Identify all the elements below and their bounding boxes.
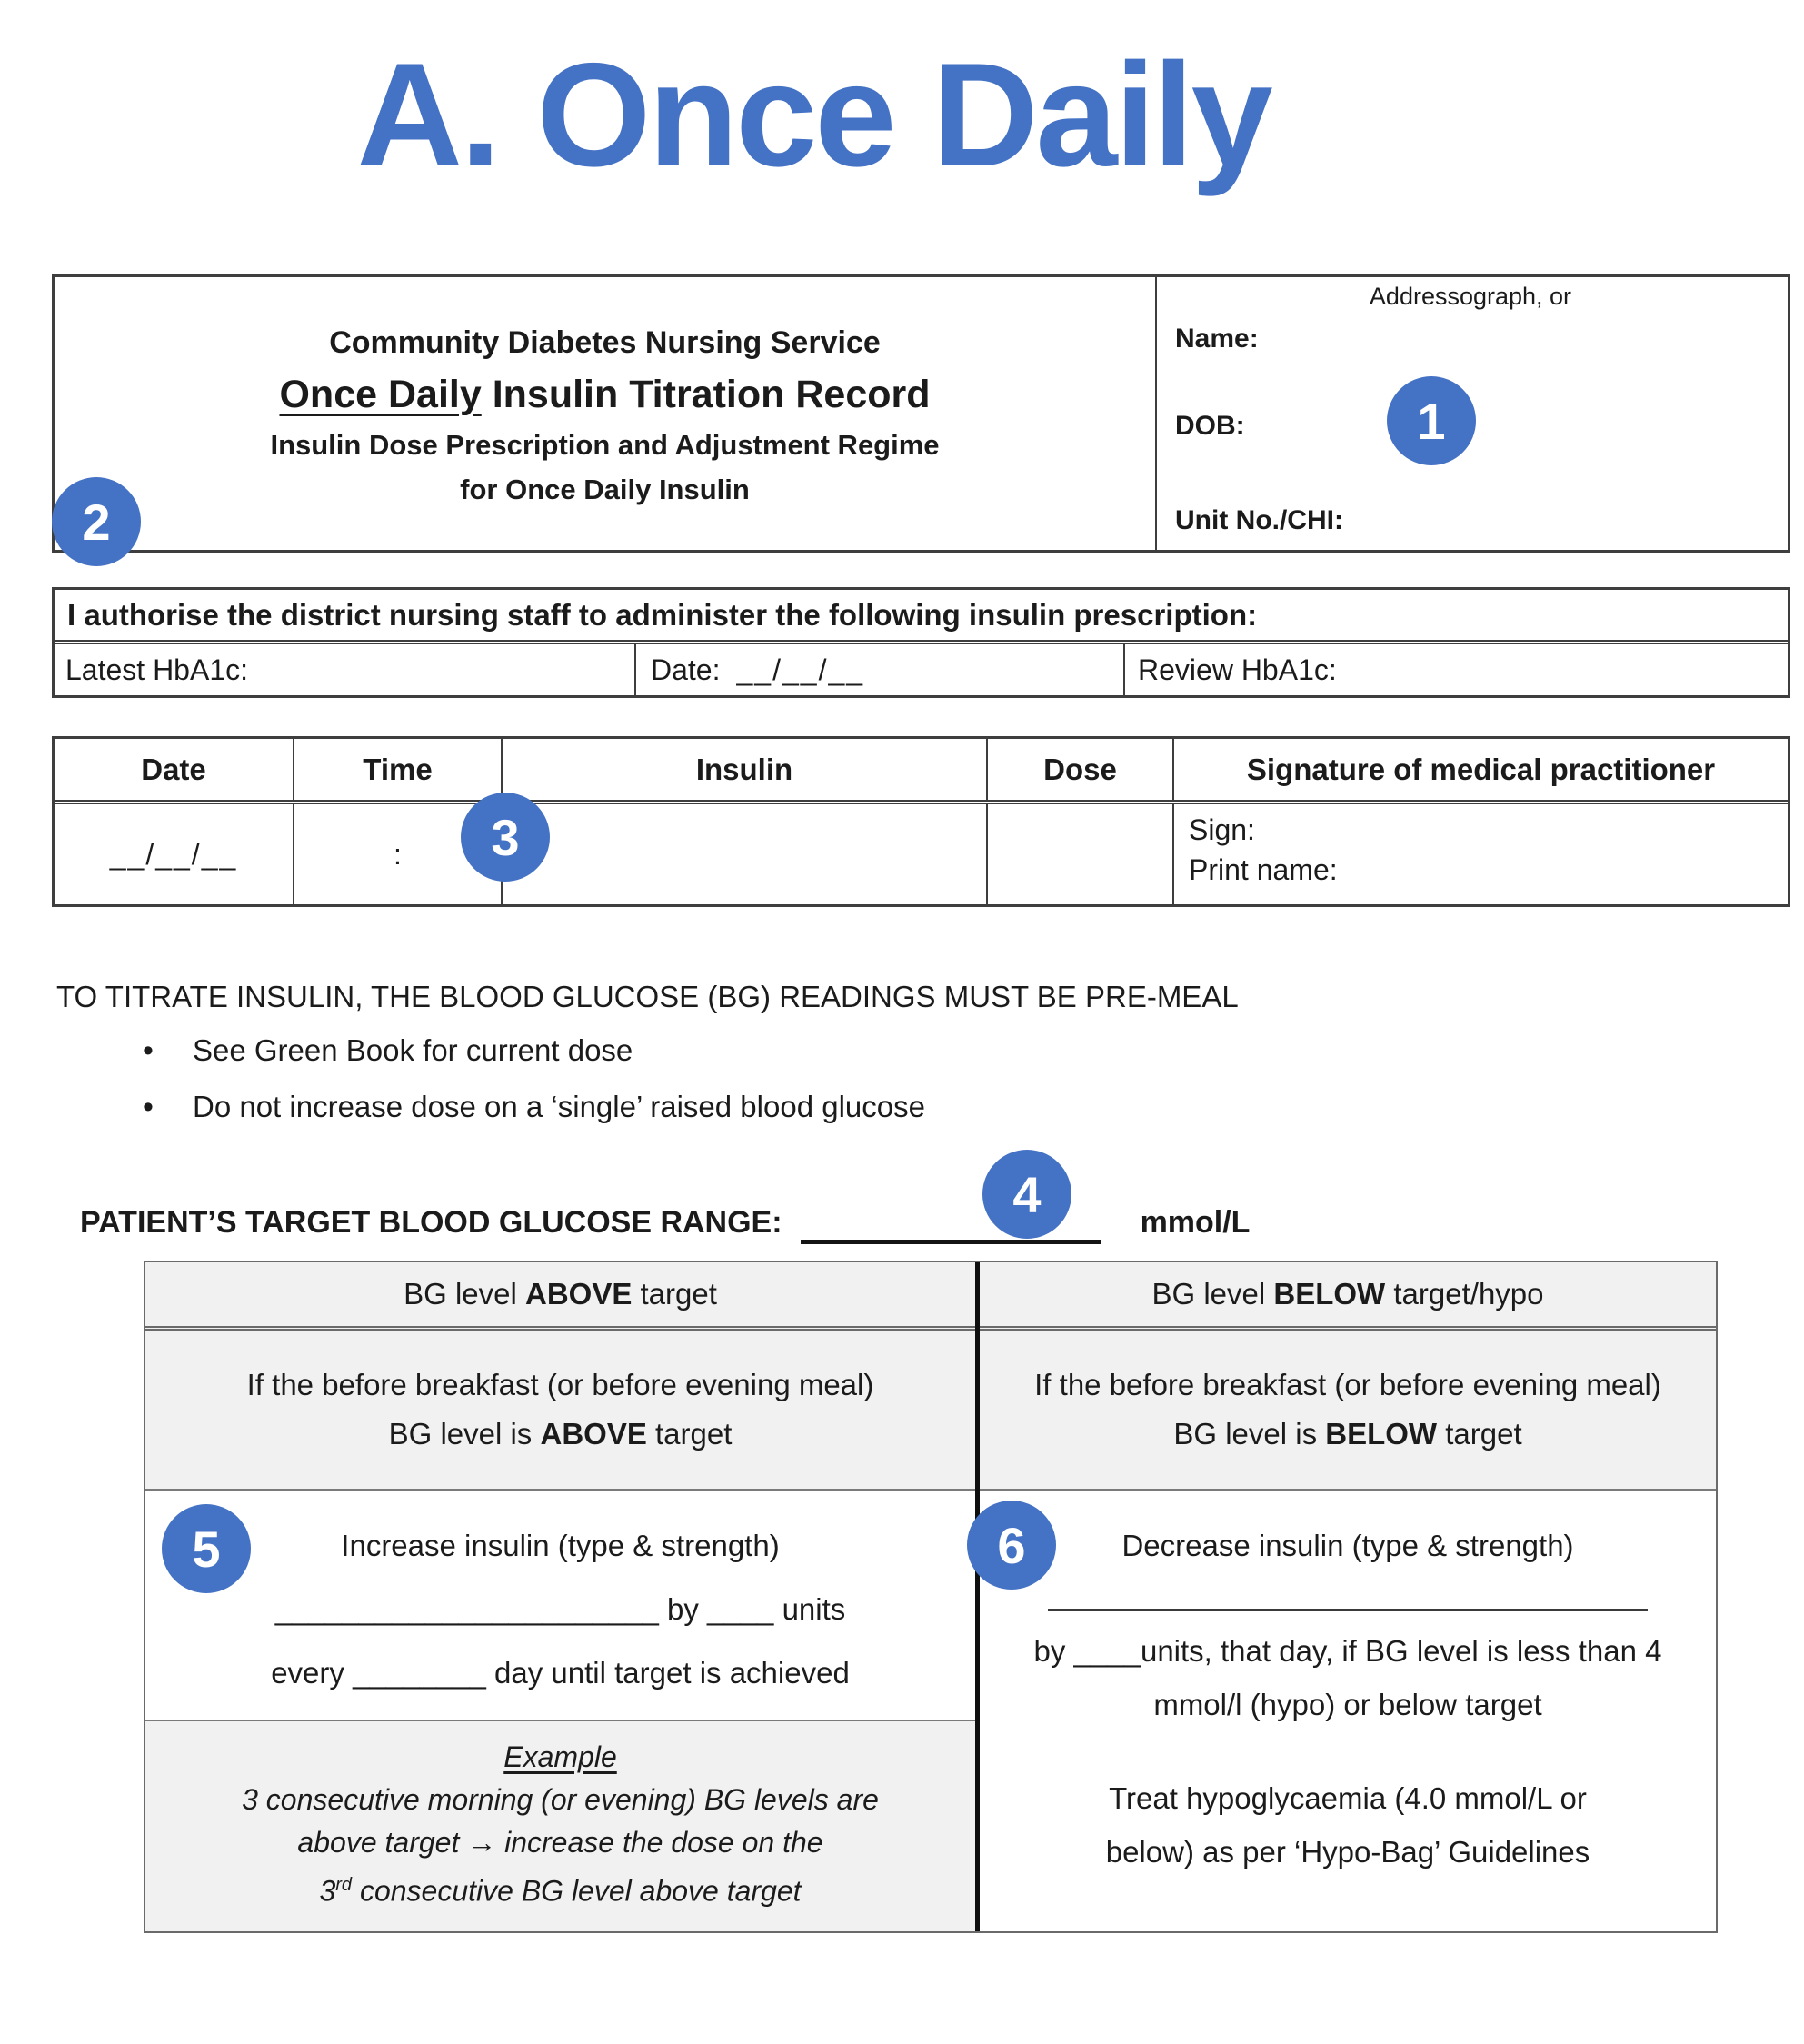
target-range-unit: mmol/L <box>1140 1205 1251 1240</box>
titration-note: TO TITRATE INSULIN, THE BLOOD GLUCOSE (BG) READINGS MUST BE PRE-MEAL <box>56 980 1239 1013</box>
bg-below-condition <box>980 1331 1716 1491</box>
header-service-cell <box>55 277 1157 550</box>
step-badge-6: 6 <box>967 1501 1056 1590</box>
unit-chi-field-label: Unit No./CHI: <box>1175 505 1343 535</box>
column-header-date: Date <box>55 739 294 800</box>
above-header-bold: ABOVE <box>524 1277 633 1311</box>
print-name-label: Print name: <box>1189 853 1338 886</box>
example-line-2: above target → increase the dose on the <box>297 1826 823 1859</box>
step-badge-3: 3 <box>461 793 550 882</box>
step-badge-1: 1 <box>1387 376 1476 465</box>
prescription-table <box>52 736 1790 907</box>
above-condition-bold: ABOVE <box>540 1417 647 1451</box>
date-label: Date: <box>651 653 721 686</box>
example-cell <box>145 1721 975 1931</box>
increase-line-2: _______________________ by ____ units <box>274 1592 846 1626</box>
decrease-action-cell <box>980 1491 1716 1931</box>
bullet-green-book: • See Green Book for current dose <box>52 1032 925 1069</box>
document-title-underlined: Once Daily <box>279 372 482 416</box>
decrease-line-2: by ____units, that day, if BG level is less than 4 mmol/l (hypo) or below target <box>1033 1634 1662 1721</box>
date-blank: __/__/__ <box>736 653 865 686</box>
above-condition-post: target <box>646 1417 733 1451</box>
note-bullet-list <box>52 1032 925 1145</box>
titration-decision-table <box>144 1261 1718 1933</box>
subtitle-line-2: for Once Daily Insulin <box>460 473 750 505</box>
increase-line-3: every ________ day until target is achieved <box>271 1656 850 1690</box>
decrease-line-1: Decrease insulin (type & strength) <box>1121 1529 1574 1562</box>
subtitle-line-1: Insulin Dose Prescription and Adjustment Regime <box>270 428 940 461</box>
treat-hypoglycaemia-note: Treat hypoglycaemia (4.0 mmol/L or below) as per ‘Hypo-Bag’ Guidelines <box>1105 1781 1590 1869</box>
header-table <box>52 274 1790 553</box>
example-title: Example <box>503 1740 617 1773</box>
above-header-post: target <box>632 1277 717 1311</box>
decrease-blank-rule <box>1048 1609 1648 1611</box>
prescription-entry-row <box>55 804 1788 904</box>
name-field-label: Name: <box>1175 324 1259 354</box>
authorisation-date-cell <box>636 644 1125 695</box>
bg-above-header <box>145 1262 975 1331</box>
page-title: A. Once Daily <box>356 33 1271 197</box>
below-condition-post: target <box>1437 1417 1522 1451</box>
dose-cell <box>988 804 1174 904</box>
step-badge-4: 4 <box>982 1150 1071 1239</box>
below-condition-bold: BELOW <box>1325 1417 1438 1451</box>
prescription-header-row <box>55 739 1788 804</box>
column-header-time: Time <box>294 739 503 800</box>
bg-above-condition <box>145 1331 975 1491</box>
bg-below-header <box>980 1262 1716 1331</box>
document-title-rest: Insulin Titration Record <box>481 372 931 416</box>
below-header-bold: BELOW <box>1273 1277 1386 1311</box>
latest-hba1c-label: Latest HbA1c: <box>55 644 636 695</box>
authorisation-heading: I authorise the district nursing staff to administer the following insulin prescription: <box>55 590 1788 644</box>
sign-label: Sign: <box>1189 813 1255 846</box>
step-badge-5: 5 <box>162 1504 251 1593</box>
below-header-pre: BG level <box>1151 1277 1274 1311</box>
dob-field-label: DOB: <box>1175 411 1245 441</box>
bg-above-column <box>145 1262 980 1931</box>
below-condition-pre: If the before breakfast (or before evening meal) BG level is <box>1034 1368 1661 1451</box>
service-name: Community Diabetes Nursing Service <box>329 324 881 360</box>
example-line-3: 3rd consecutive BG level above target <box>319 1874 802 1908</box>
authorisation-row <box>55 644 1788 695</box>
example-line-1: 3 consecutive morning (or evening) BG levels are <box>242 1783 879 1816</box>
above-header-pre: BG level <box>404 1277 525 1311</box>
bullet-single-raised: • Do not increase dose on a ‘single’ raised blood glucose <box>52 1089 925 1125</box>
signature-cell <box>1174 804 1788 904</box>
increase-line-1: Increase insulin (type & strength) <box>341 1529 780 1562</box>
target-range-line <box>80 1205 1250 1244</box>
review-hba1c-label: Review HbA1c: <box>1138 653 1337 686</box>
column-header-insulin: Insulin <box>503 739 988 800</box>
insulin-cell <box>503 804 988 904</box>
increase-action-cell <box>145 1491 975 1721</box>
below-header-post: target/hypo <box>1385 1277 1544 1311</box>
target-range-label: PATIENT’S TARGET BLOOD GLUCOSE RANGE: <box>80 1205 782 1240</box>
document-title <box>279 373 930 417</box>
bg-below-column <box>980 1262 1716 1931</box>
above-condition-pre: If the before breakfast (or before evening meal) BG level is <box>246 1368 874 1451</box>
authorisation-table <box>52 587 1790 698</box>
step-badge-2: 2 <box>52 477 141 566</box>
date-cell: __/__/__ <box>55 804 294 904</box>
column-header-dose: Dose <box>988 739 1174 800</box>
time-cell: : <box>294 804 503 904</box>
addressograph-label: Addressograph, or <box>1369 283 1572 310</box>
column-header-signature: Signature of medical practitioner <box>1246 752 1716 786</box>
